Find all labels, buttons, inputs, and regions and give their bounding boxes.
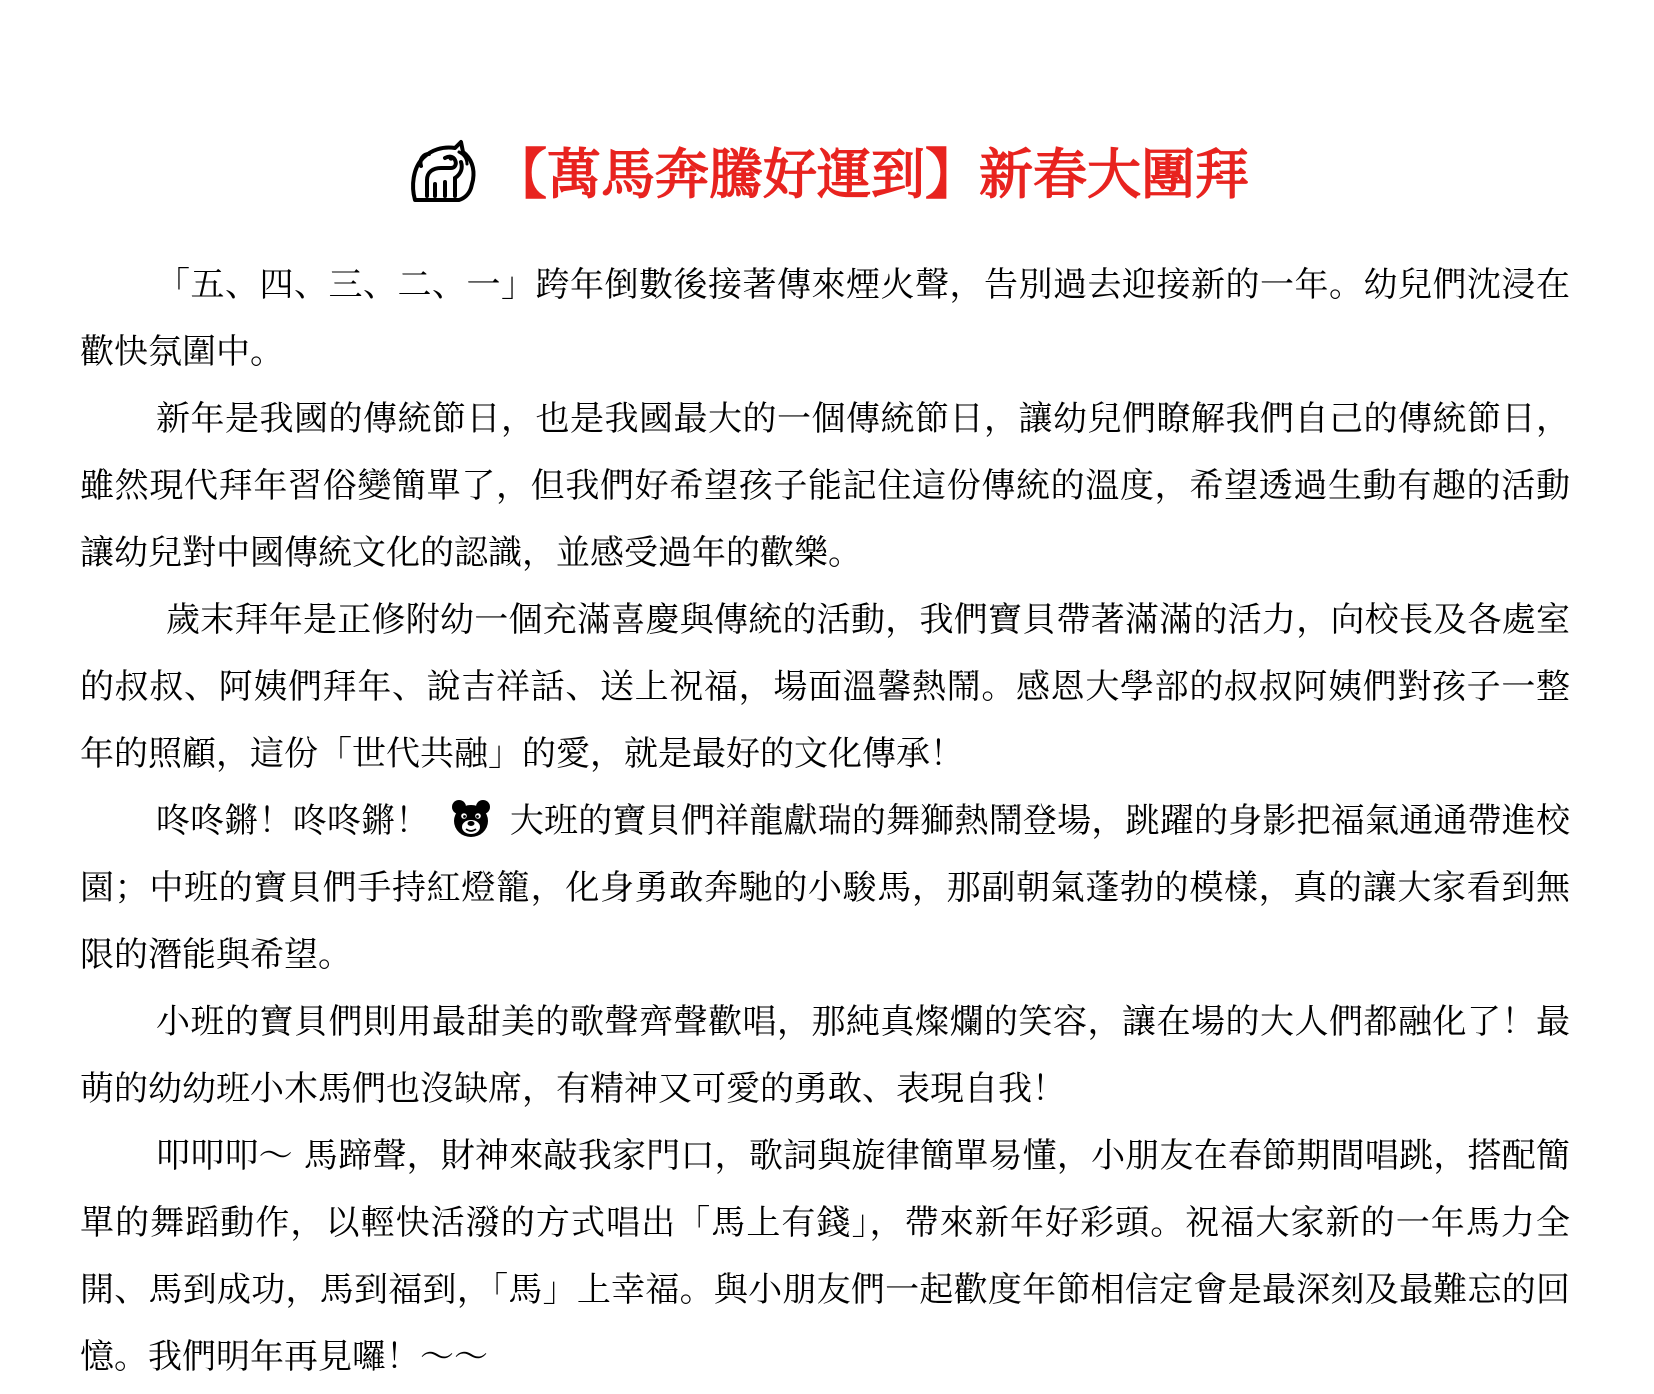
paragraph-2: 新年是我國的傳統節日，也是我國最大的一個傳統節日，讓幼兒們瞭解我們自己的傳統節日，雖然現代拜年習俗變簡單了，但我們好希望孩子能記住這份傳統的溫度，希望透過生動有趣的活動讓幼兒對中國傳統文化的認識，並感受過年的歡樂。 bbox=[80, 399, 1570, 573]
paragraph-4 bbox=[80, 788, 1570, 989]
paragraph-6: 叩叩叩～ 馬蹄聲，財神來敲我家門口，歌詞與旋律簡單易懂，小朋友在春節期間唱跳，搭配簡單的舞蹈動作，以輕快活潑的方式唱出「馬上有錢」，帶來新年好彩頭。祝福大家新的一年馬力全開、馬到成功，馬到福到，「馬」上幸福。與小朋友們一起歡度年節相信定會是最深刻及最難忘的回憶。我們明年再見囉！～～ bbox=[80, 1136, 1570, 1377]
bear-face-icon bbox=[450, 798, 492, 840]
page-title: 【萬馬奔騰好運到】新春大團拜 bbox=[493, 143, 1249, 206]
horse-icon bbox=[405, 138, 479, 212]
paragraph-3: 歲末拜年是正修附幼一個充滿喜慶與傳統的活動，我們寶貝帶著滿滿的活力，向校長及各處室的叔叔、阿姨們拜年、說吉祥話、送上祝福，場面溫馨熱鬧。感恩大學部的叔叔阿姨們對孩子一整年的照顧，這份「世代共融」的愛，就是最好的文化傳承！ bbox=[80, 600, 1570, 774]
title-row bbox=[0, 136, 1654, 214]
paragraph-4-rest: 大班的寶貝們祥龍獻瑞的舞獅熱鬧登場，跳躍的身影把福氣通通帶進校園；中班的寶貝們手持紅燈籠，化身勇敢奔馳的小駿馬，那副朝氣蓬勃的模樣，真的讓大家看到無限的潛能與希望。 bbox=[80, 801, 1570, 975]
paragraph-5: 小班的寶貝們則用最甜美的歌聲齊聲歡唱，那純真燦爛的笑容，讓在場的大人們都融化了！最萌的幼幼班小木馬們也沒缺席，有精神又可愛的勇敢、表現自我！ bbox=[80, 1002, 1570, 1109]
article-body bbox=[80, 252, 1570, 1391]
title-container bbox=[405, 138, 1249, 212]
paragraph-4-lead: 咚咚鏘！咚咚鏘！ bbox=[156, 801, 430, 841]
paragraph-1: 「五、四、三、二、一」跨年倒數後接著傳來煙火聲，告別過去迎接新的一年。幼兒們沈浸在歡快氛圍中。 bbox=[80, 265, 1570, 372]
